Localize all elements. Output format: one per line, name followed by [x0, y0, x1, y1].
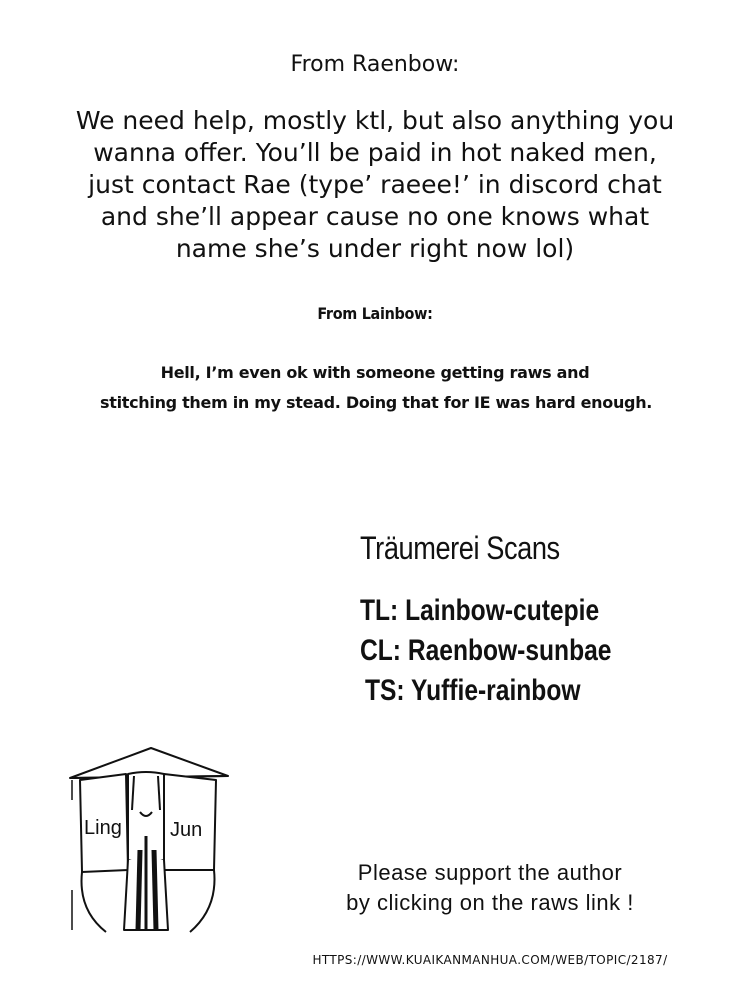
raws-link[interactable]: [270, 950, 710, 970]
raenbow-line: name she’s under right now lol): [175, 234, 575, 263]
raenbow-heading: From Raenbow:: [290, 52, 460, 77]
raenbow-line: wanna offer. You’ll be paid in hot naked men,: [93, 138, 657, 167]
group-name: Träumerei Scans: [360, 530, 560, 566]
lainbow-line: Hell, I’m even ok with someone getting raws and: [160, 363, 590, 382]
scanlation-credits: [335, 525, 635, 711]
lainbow-line: stitching them in my stead. Doing that for IE was hard enough.: [100, 393, 653, 412]
support-line: Please support the author: [357, 860, 623, 885]
raenbow-line: We need help, mostly ktl, but also anything you: [75, 106, 675, 135]
raenbow-line: and she’ll appear cause no one knows what: [100, 202, 650, 231]
raenbow-line: just contact Rae (type’ raeee!’ in discord chat: [88, 170, 662, 199]
credit-cleaner: CL: Raenbow-sunbae: [360, 634, 612, 667]
chibi-character-illustration: [66, 740, 236, 940]
credit-typesetter: TS: Yuffie-rainbow: [365, 674, 581, 707]
raws-link-text[interactable]: HTTPS://WWW.KUAIKANMANHUA.COM/WEB/TOPIC/2187/: [312, 953, 668, 967]
lainbow-message: [100, 358, 653, 418]
character-name-left: Ling: [84, 817, 122, 839]
lainbow-heading: From Lainbow:: [317, 304, 433, 323]
character-name-right: Jun: [170, 819, 203, 841]
character-drawing: [66, 740, 236, 940]
raenbow-message: [60, 105, 690, 265]
credit-translator: TL: Lainbow-cutepie: [360, 594, 600, 627]
support-message: [290, 858, 690, 918]
support-line: by clicking on the raws link !: [346, 890, 634, 915]
